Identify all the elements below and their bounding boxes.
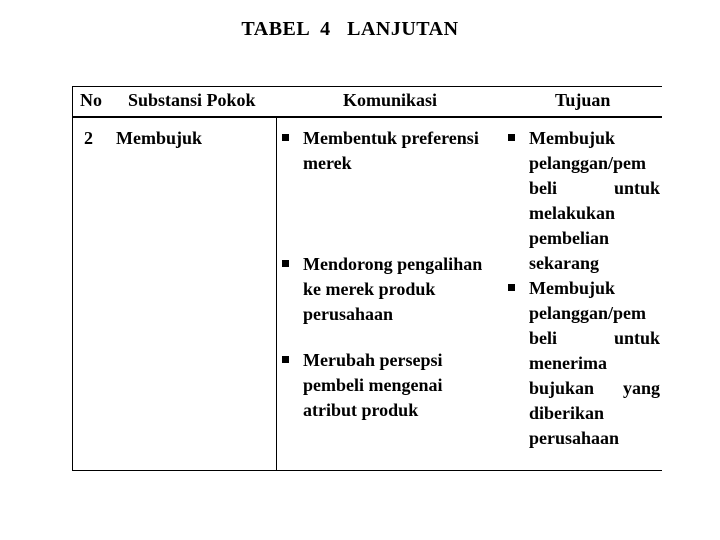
tujuan-line: sekarang: [529, 253, 600, 273]
table-left-border: [72, 86, 73, 471]
komunikasi-line: perusahaan: [303, 304, 394, 324]
bullet-square-icon: [508, 284, 515, 291]
bullet-square-icon: [282, 260, 289, 267]
header-komunikasi: Komunikasi: [343, 90, 438, 110]
komunikasi-line: merek: [303, 153, 352, 173]
row-number: 2: [84, 128, 93, 148]
tujuan-item: [508, 126, 660, 276]
komunikasi-item: [282, 252, 497, 327]
tujuan-line: diberikan: [529, 403, 605, 423]
tujuan-word: untuk: [613, 328, 660, 348]
header-no: No: [80, 90, 102, 110]
komunikasi-line: pembeli mengenai: [303, 375, 443, 395]
tujuan-line: [529, 176, 660, 201]
tujuan-line: pembelian: [529, 228, 610, 248]
komunikasi-line: Mendorong pengalihan: [303, 254, 483, 274]
tujuan-line: [529, 376, 660, 401]
table-top-border: [72, 86, 662, 87]
header-tujuan: Tujuan: [555, 90, 611, 110]
komunikasi-item: [282, 348, 497, 423]
tujuan-item: [508, 276, 660, 451]
bullet-square-icon: [282, 134, 289, 141]
tujuan-line: menerima: [529, 353, 607, 373]
header-substansi-pokok: Substansi Pokok: [128, 90, 256, 110]
komunikasi-line: ke merek produk: [303, 279, 436, 299]
tujuan-line: perusahaan: [529, 428, 620, 448]
page-title: TABEL 4 LANJUTAN: [241, 18, 459, 40]
komunikasi-line: atribut produk: [303, 400, 419, 420]
komunikasi-line: Membentuk preferensi: [303, 128, 479, 148]
tujuan-word: beli: [529, 328, 558, 348]
tujuan-word: beli: [529, 178, 558, 198]
komunikasi-line: Merubah persepsi: [303, 350, 443, 370]
tujuan-word: bujukan: [529, 378, 595, 398]
header-bottom-border: [72, 116, 662, 118]
bullet-square-icon: [282, 356, 289, 363]
tujuan-word: yang: [622, 378, 660, 398]
tujuan-line: pelanggan/pem: [529, 303, 647, 323]
tujuan-word: untuk: [613, 178, 660, 198]
tujuan-line: Membujuk: [529, 278, 616, 298]
row-substansi: Membujuk: [116, 128, 203, 148]
bullet-square-icon: [508, 134, 515, 141]
table-bottom-border: [72, 470, 662, 471]
tujuan-line: Membujuk: [529, 128, 616, 148]
tujuan-line: melakukan: [529, 203, 616, 223]
komunikasi-item: [282, 126, 497, 176]
column-divider: [276, 118, 277, 471]
tujuan-line: [529, 326, 660, 351]
tujuan-line: pelanggan/pem: [529, 153, 647, 173]
